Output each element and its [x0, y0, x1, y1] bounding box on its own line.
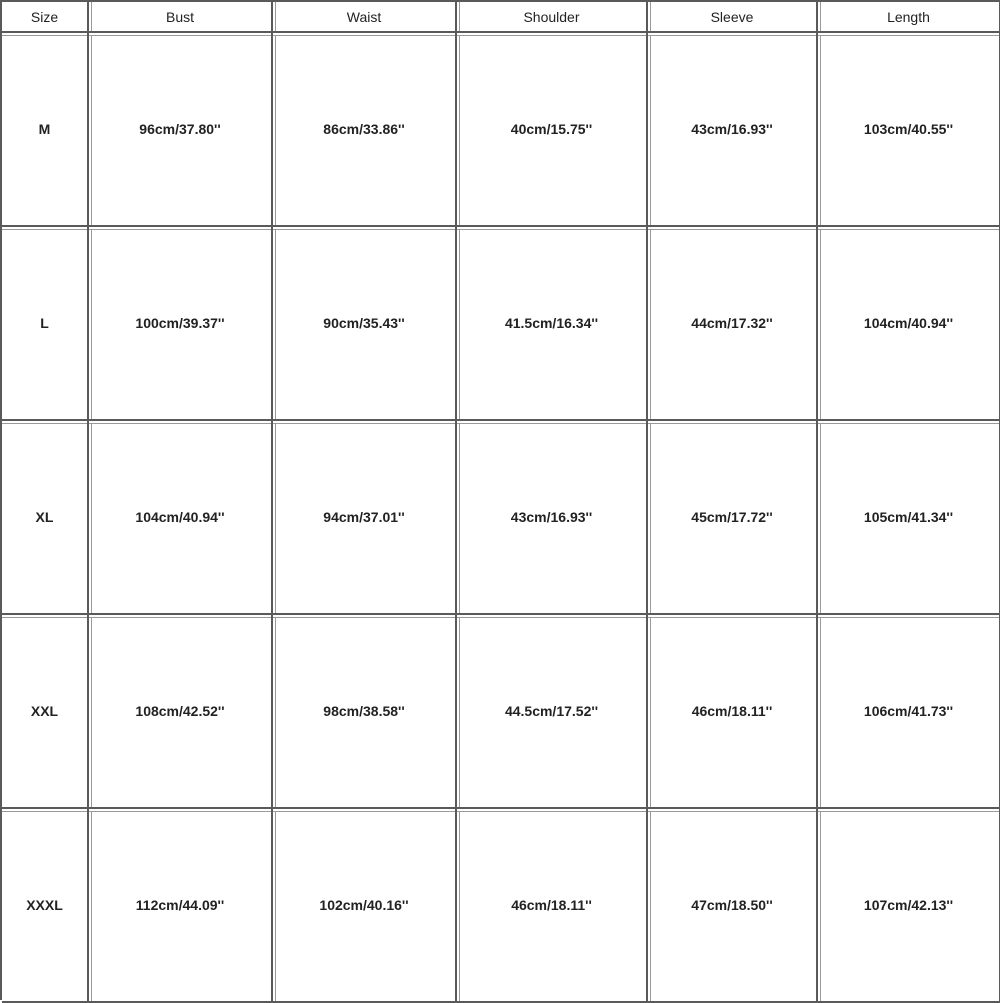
table-row: [2, 808, 1000, 1002]
bust-cell: 112cm/44.09'': [88, 808, 272, 1002]
table-row: [2, 32, 1000, 226]
length-cell: 103cm/40.55'': [817, 32, 1000, 226]
table-row: [2, 614, 1000, 808]
header-waist: Waist: [272, 2, 456, 32]
waist-cell: 86cm/33.86'': [272, 32, 456, 226]
bust-cell: 100cm/39.37'': [88, 226, 272, 420]
size-cell: M: [2, 32, 88, 226]
size-cell: L: [2, 226, 88, 420]
shoulder-cell: 46cm/18.11'': [456, 808, 647, 1002]
length-cell: 106cm/41.73'': [817, 614, 1000, 808]
shoulder-cell: 40cm/15.75'': [456, 32, 647, 226]
waist-cell: 98cm/38.58'': [272, 614, 456, 808]
header-bust: Bust: [88, 2, 272, 32]
table-row: [2, 226, 1000, 420]
sleeve-cell: 44cm/17.32'': [647, 226, 817, 420]
length-cell: 105cm/41.34'': [817, 420, 1000, 614]
header-size: Size: [2, 2, 88, 32]
size-cell: XXL: [2, 614, 88, 808]
shoulder-cell: 41.5cm/16.34'': [456, 226, 647, 420]
size-cell: XXXL: [2, 808, 88, 1002]
waist-cell: 94cm/37.01'': [272, 420, 456, 614]
sleeve-cell: 47cm/18.50'': [647, 808, 817, 1002]
length-cell: 107cm/42.13'': [817, 808, 1000, 1002]
header-sleeve: Sleeve: [647, 2, 817, 32]
sleeve-cell: 46cm/18.11'': [647, 614, 817, 808]
bust-cell: 96cm/37.80'': [88, 32, 272, 226]
shoulder-cell: 44.5cm/17.52'': [456, 614, 647, 808]
length-cell: 104cm/40.94'': [817, 226, 1000, 420]
sleeve-cell: 45cm/17.72'': [647, 420, 817, 614]
shoulder-cell: 43cm/16.93'': [456, 420, 647, 614]
waist-cell: 102cm/40.16'': [272, 808, 456, 1002]
header-row: [2, 2, 1000, 32]
table-row: [2, 420, 1000, 614]
header-length: Length: [817, 2, 1000, 32]
sleeve-cell: 43cm/16.93'': [647, 32, 817, 226]
header-shoulder: Shoulder: [456, 2, 647, 32]
size-chart-table: [2, 2, 1000, 1003]
bust-cell: 108cm/42.52'': [88, 614, 272, 808]
waist-cell: 90cm/35.43'': [272, 226, 456, 420]
bust-cell: 104cm/40.94'': [88, 420, 272, 614]
size-cell: XL: [2, 420, 88, 614]
